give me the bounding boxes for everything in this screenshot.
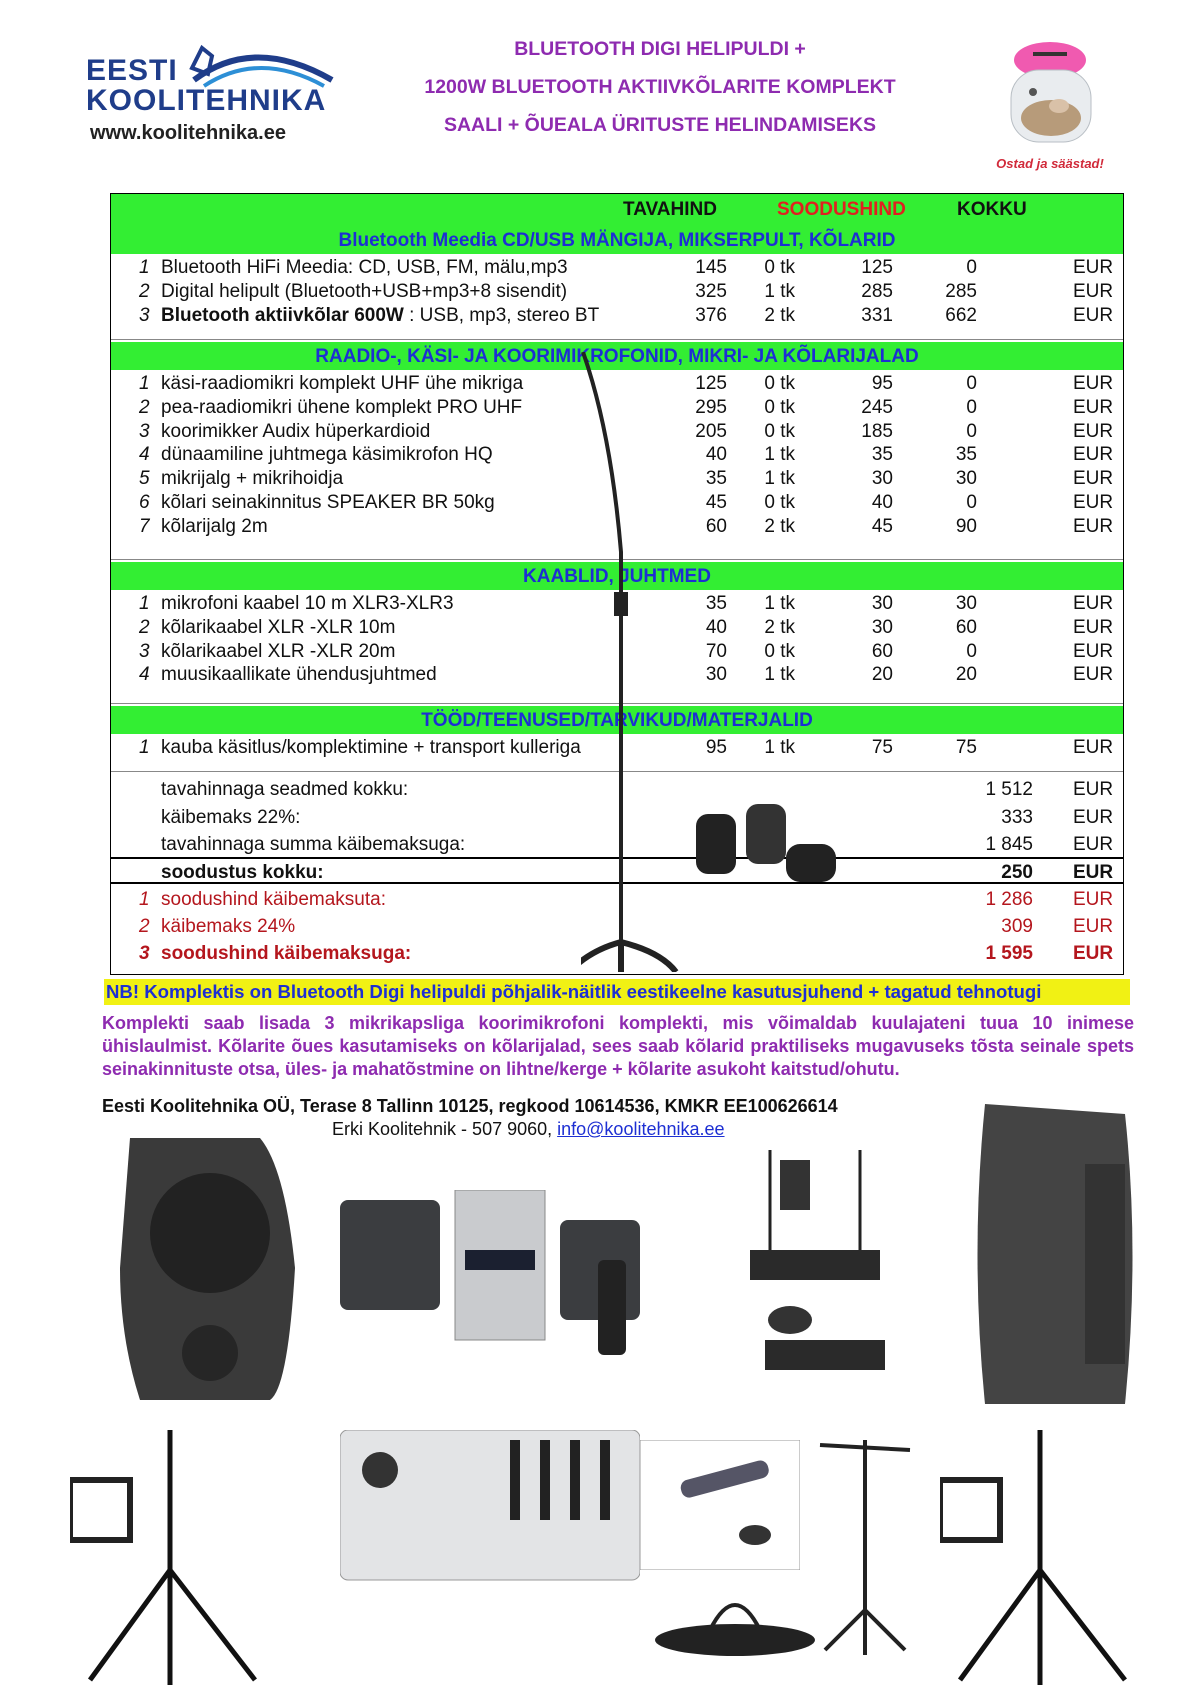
handheld-mic-image bbox=[640, 1440, 800, 1570]
col-regular: TAVAHIND bbox=[623, 199, 717, 220]
row-currency: EUR bbox=[1073, 616, 1114, 638]
row-total: 60 bbox=[955, 616, 977, 638]
row-number: 3 bbox=[139, 640, 150, 662]
row-sale-price: 60 bbox=[871, 640, 893, 662]
email-link[interactable]: info@koolitehnika.ee bbox=[557, 1119, 725, 1139]
summary-currency: EUR bbox=[1073, 834, 1114, 855]
row-total: 0 bbox=[966, 492, 977, 513]
summary-number: 3 bbox=[139, 943, 150, 964]
piggy-bank-image bbox=[975, 22, 1125, 172]
row-total: 75 bbox=[955, 737, 977, 758]
row-number: 2 bbox=[139, 616, 150, 638]
row-number: 6 bbox=[139, 492, 150, 513]
row-currency: EUR bbox=[1073, 444, 1114, 466]
row-description: dünaamiline juhtmega käsimikrofon HQ bbox=[161, 444, 493, 466]
row-description: Digital helipult (Bluetooth+USB+mp3+8 sisendit) bbox=[161, 280, 568, 302]
nb-note: NB! Komplektis on Bluetooth Digi helipuldi põhjalik-näitlik eestikeelne kasutusjuhend + tagatud tehnotugi bbox=[104, 979, 1130, 1005]
row-sale-price: 75 bbox=[871, 737, 893, 758]
summary-label: tavahinnaga summa käibemaksuga: bbox=[161, 834, 466, 855]
summary-value: 333 bbox=[1001, 806, 1033, 828]
col-total: KOKKU bbox=[957, 199, 1027, 220]
table-row bbox=[111, 302, 1123, 327]
speaker-stand-right-image bbox=[940, 1420, 1150, 1690]
row-sale-price: 331 bbox=[861, 304, 893, 326]
row-sale-price: 125 bbox=[861, 257, 893, 278]
row-number: 2 bbox=[139, 396, 150, 418]
summary-label: soodushind käibemaksuga: bbox=[161, 943, 412, 964]
col-discount: SOODUSHIND bbox=[777, 199, 906, 220]
row-regular-price: 325 bbox=[695, 280, 727, 302]
row-number: 3 bbox=[139, 420, 150, 442]
summary-value: 250 bbox=[1001, 862, 1033, 883]
piggy-bank-icon bbox=[975, 22, 1125, 152]
row-total: 0 bbox=[966, 640, 977, 662]
summary-label: tavahinnaga seadmed kokku: bbox=[161, 779, 409, 800]
summary-value: 309 bbox=[1001, 916, 1033, 937]
row-regular-price: 40 bbox=[705, 444, 727, 466]
summary-currency: EUR bbox=[1073, 779, 1114, 800]
row-currency: EUR bbox=[1073, 664, 1114, 686]
row-number: 2 bbox=[139, 280, 150, 302]
row-description-rest: : USB, mp3, stereo BT bbox=[403, 304, 600, 326]
row-currency: EUR bbox=[1073, 420, 1114, 442]
row-number: 5 bbox=[139, 468, 150, 490]
row-description-bold: Bluetooth aktiivkõlar 600W bbox=[161, 304, 404, 326]
row-description: koorimikker Audix hüperkardioid bbox=[161, 420, 431, 442]
section-rows-1 bbox=[111, 254, 1123, 330]
row-description: pea-raadiomikri ühene komplekt PRO UHF bbox=[161, 396, 523, 418]
summary-label: käibemaks 24% bbox=[161, 916, 296, 937]
summary-value: 1 845 bbox=[985, 834, 1033, 855]
row-sale-price: 45 bbox=[871, 515, 893, 537]
row-quantity: 2 tk bbox=[764, 515, 795, 537]
section-title: KAABLID, JUHTMED bbox=[523, 566, 711, 587]
summary-currency: EUR bbox=[1073, 806, 1114, 828]
company-logo bbox=[86, 40, 356, 150]
logo-line2: KOOLITEHNIKA bbox=[86, 84, 327, 117]
row-currency: EUR bbox=[1073, 515, 1114, 537]
description-paragraph: Komplekti saab lisada 3 mikrikapsliga koorimikrofoni komplekti, mis võimaldab kuulajateni tuua 10 inimese ühislaulmist. Kõlarite õues kasutamiseks on kõlarijalad, sees saab kõlarid praktiliseks mugavuseks tõsta seinale spets seinakinnituste otsa, üles- ja mahatõstmine on lihtne/kerge + kõlarite asukoht kaitstud/ohutu. bbox=[102, 1013, 1134, 1079]
row-description: kauba käsitlus/komplektimine + transport kulleriga bbox=[161, 737, 581, 758]
summary-label: soodushind käibemaksuta: bbox=[161, 889, 386, 910]
row-description: mikrijalg + mikrihoidja bbox=[161, 468, 344, 490]
row-regular-price: 45 bbox=[705, 492, 727, 513]
row-total: 30 bbox=[955, 593, 977, 614]
section-title: RAADIO-, KÄSI- JA KOORIMIKROFONID, MIKRI- JA KÕLARIJALAD bbox=[315, 346, 919, 367]
slogan: Ostad ja säästad! bbox=[996, 156, 1104, 171]
row-description: kõlarijalg 2m bbox=[161, 515, 268, 537]
row-total: 0 bbox=[966, 257, 977, 278]
row-regular-price: 70 bbox=[705, 640, 727, 662]
row-sale-price: 95 bbox=[871, 373, 893, 394]
row-quantity: 0 tk bbox=[764, 396, 795, 418]
row-currency: EUR bbox=[1073, 492, 1114, 513]
row-total: 662 bbox=[945, 304, 977, 326]
row-total: 90 bbox=[955, 515, 977, 537]
row-number: 4 bbox=[139, 444, 150, 466]
table-row bbox=[111, 254, 1123, 279]
row-description: kõlarikaabel XLR -XLR 20m bbox=[161, 640, 396, 662]
row-regular-price: 205 bbox=[695, 420, 727, 442]
contact-person: Erki Koolitehnik - 507 9060, bbox=[332, 1119, 558, 1139]
row-sale-price: 30 bbox=[871, 593, 893, 614]
row-sale-price: 30 bbox=[871, 468, 893, 490]
title-line1: BLUETOOTH DIGI HELIPULDI + bbox=[514, 38, 806, 60]
row-regular-price: 145 bbox=[695, 257, 727, 278]
logo-url: www.koolitehnika.ee bbox=[90, 122, 286, 144]
row-quantity: 0 tk bbox=[764, 492, 795, 513]
row-regular-price: 40 bbox=[705, 616, 727, 638]
row-quantity: 0 tk bbox=[764, 373, 795, 394]
row-total: 20 bbox=[955, 664, 977, 686]
row-sale-price: 30 bbox=[871, 616, 893, 638]
row-currency: EUR bbox=[1073, 593, 1114, 614]
row-quantity: 0 tk bbox=[764, 257, 795, 278]
title-line3: SAALI + ÕUEALA ÜRITUSTE HELINDAMISEKS bbox=[443, 114, 877, 136]
company-info: Eesti Koolitehnika OÜ, Terase 8 Tallinn 10125, regkood 10614536, KMKR EE100626614 bbox=[102, 1096, 838, 1116]
row-quantity: 0 tk bbox=[764, 420, 795, 442]
row-number: 4 bbox=[139, 664, 150, 686]
speaker-right-image bbox=[965, 1104, 1145, 1414]
row-quantity: 1 tk bbox=[764, 737, 795, 758]
row-number: 1 bbox=[139, 737, 150, 758]
row-sale-price: 40 bbox=[871, 492, 893, 513]
row-sale-price: 185 bbox=[861, 420, 893, 442]
mic-stand-image bbox=[810, 1430, 920, 1660]
price-table bbox=[110, 193, 1124, 975]
section-band-1 bbox=[111, 226, 1123, 254]
row-description: käsi-raadiomikri komplekt UHF ühe mikriga bbox=[161, 373, 524, 394]
summary-value: 1 286 bbox=[985, 889, 1033, 910]
wireless-mic-image bbox=[730, 1120, 900, 1390]
row-sale-price: 285 bbox=[861, 280, 893, 302]
table-row bbox=[111, 278, 1123, 303]
row-sale-price: 20 bbox=[871, 664, 893, 686]
row-sale-price: 245 bbox=[861, 396, 893, 418]
row-number: 3 bbox=[139, 304, 150, 326]
section-title: TÖÖD/TEENUSED/TARVIKUD/MATERJALID bbox=[421, 710, 813, 731]
summary-currency: EUR bbox=[1073, 889, 1114, 910]
row-currency: EUR bbox=[1073, 396, 1114, 418]
row-currency: EUR bbox=[1073, 373, 1114, 394]
row-regular-price: 295 bbox=[695, 396, 727, 418]
row-number: 7 bbox=[139, 515, 150, 537]
row-quantity: 1 tk bbox=[764, 444, 795, 466]
row-description bbox=[161, 305, 599, 327]
row-quantity: 2 tk bbox=[764, 304, 795, 326]
speaker-stand-left-image bbox=[70, 1420, 280, 1690]
row-currency: EUR bbox=[1073, 280, 1114, 302]
carry-bag-image bbox=[650, 1580, 820, 1670]
summary-currency: EUR bbox=[1073, 916, 1114, 937]
row-description: muusikaallikate ühendusjuhtmed bbox=[161, 664, 437, 686]
row-total: 0 bbox=[966, 420, 977, 442]
summary-currency: EUR bbox=[1073, 862, 1114, 883]
row-regular-price: 35 bbox=[705, 593, 727, 614]
row-total: 30 bbox=[955, 468, 977, 490]
row-total: 285 bbox=[945, 280, 977, 302]
summary-value: 1 512 bbox=[985, 779, 1033, 800]
row-quantity: 1 tk bbox=[764, 468, 795, 490]
row-total: 0 bbox=[966, 396, 977, 418]
row-sale-price: 35 bbox=[871, 444, 893, 466]
row-currency: EUR bbox=[1073, 257, 1114, 278]
row-regular-price: 95 bbox=[705, 737, 727, 758]
row-total: 0 bbox=[966, 373, 977, 394]
row-description: kõlarikaabel XLR -XLR 10m bbox=[161, 616, 396, 638]
mixer-image bbox=[340, 1430, 640, 1590]
table-header bbox=[111, 194, 1123, 226]
hifi-system-image bbox=[340, 1190, 670, 1360]
row-regular-price: 30 bbox=[705, 664, 727, 686]
row-quantity: 1 tk bbox=[764, 593, 795, 614]
row-quantity: 2 tk bbox=[764, 616, 795, 638]
row-quantity: 1 tk bbox=[764, 280, 795, 302]
row-number: 1 bbox=[139, 257, 150, 278]
mic-capsules-icon bbox=[686, 804, 846, 924]
row-currency: EUR bbox=[1073, 640, 1114, 662]
row-currency: EUR bbox=[1073, 468, 1114, 490]
summary-currency: EUR bbox=[1073, 943, 1114, 964]
row-regular-price: 60 bbox=[705, 515, 727, 537]
row-number: 1 bbox=[139, 593, 150, 614]
row-regular-price: 125 bbox=[695, 373, 727, 394]
title-line2: 1200W BLUETOOTH AKTIIVKÕLARITE KOMPLEKT bbox=[424, 76, 896, 98]
section-title: Bluetooth Meedia CD/USB MÄNGIJA, MIKSERPULT, KÕLARID bbox=[338, 230, 896, 251]
row-description: Bluetooth HiFi Meedia: CD, USB, FM, mälu,mp3 bbox=[161, 257, 568, 278]
row-currency: EUR bbox=[1073, 737, 1114, 758]
summary-label: käibemaks 22%: bbox=[161, 806, 301, 828]
summary-number: 2 bbox=[139, 916, 150, 937]
row-number: 1 bbox=[139, 373, 150, 394]
row-description: kõlari seinakinnitus SPEAKER BR 50kg bbox=[161, 492, 495, 513]
row-regular-price: 376 bbox=[695, 304, 727, 326]
summary-number: 1 bbox=[139, 889, 150, 910]
summary-value: 1 595 bbox=[985, 943, 1033, 964]
row-description: mikrofoni kaabel 10 m XLR3-XLR3 bbox=[161, 593, 454, 614]
logo-line1: EESTI bbox=[86, 54, 178, 87]
speaker-left-image bbox=[110, 1138, 320, 1408]
row-regular-price: 35 bbox=[705, 468, 727, 490]
contact-info bbox=[332, 1119, 725, 1140]
row-quantity: 1 tk bbox=[764, 664, 795, 686]
row-currency: EUR bbox=[1073, 304, 1114, 326]
summary-label: soodustus kokku: bbox=[161, 862, 324, 883]
row-total: 35 bbox=[955, 444, 977, 466]
row-quantity: 0 tk bbox=[764, 640, 795, 662]
